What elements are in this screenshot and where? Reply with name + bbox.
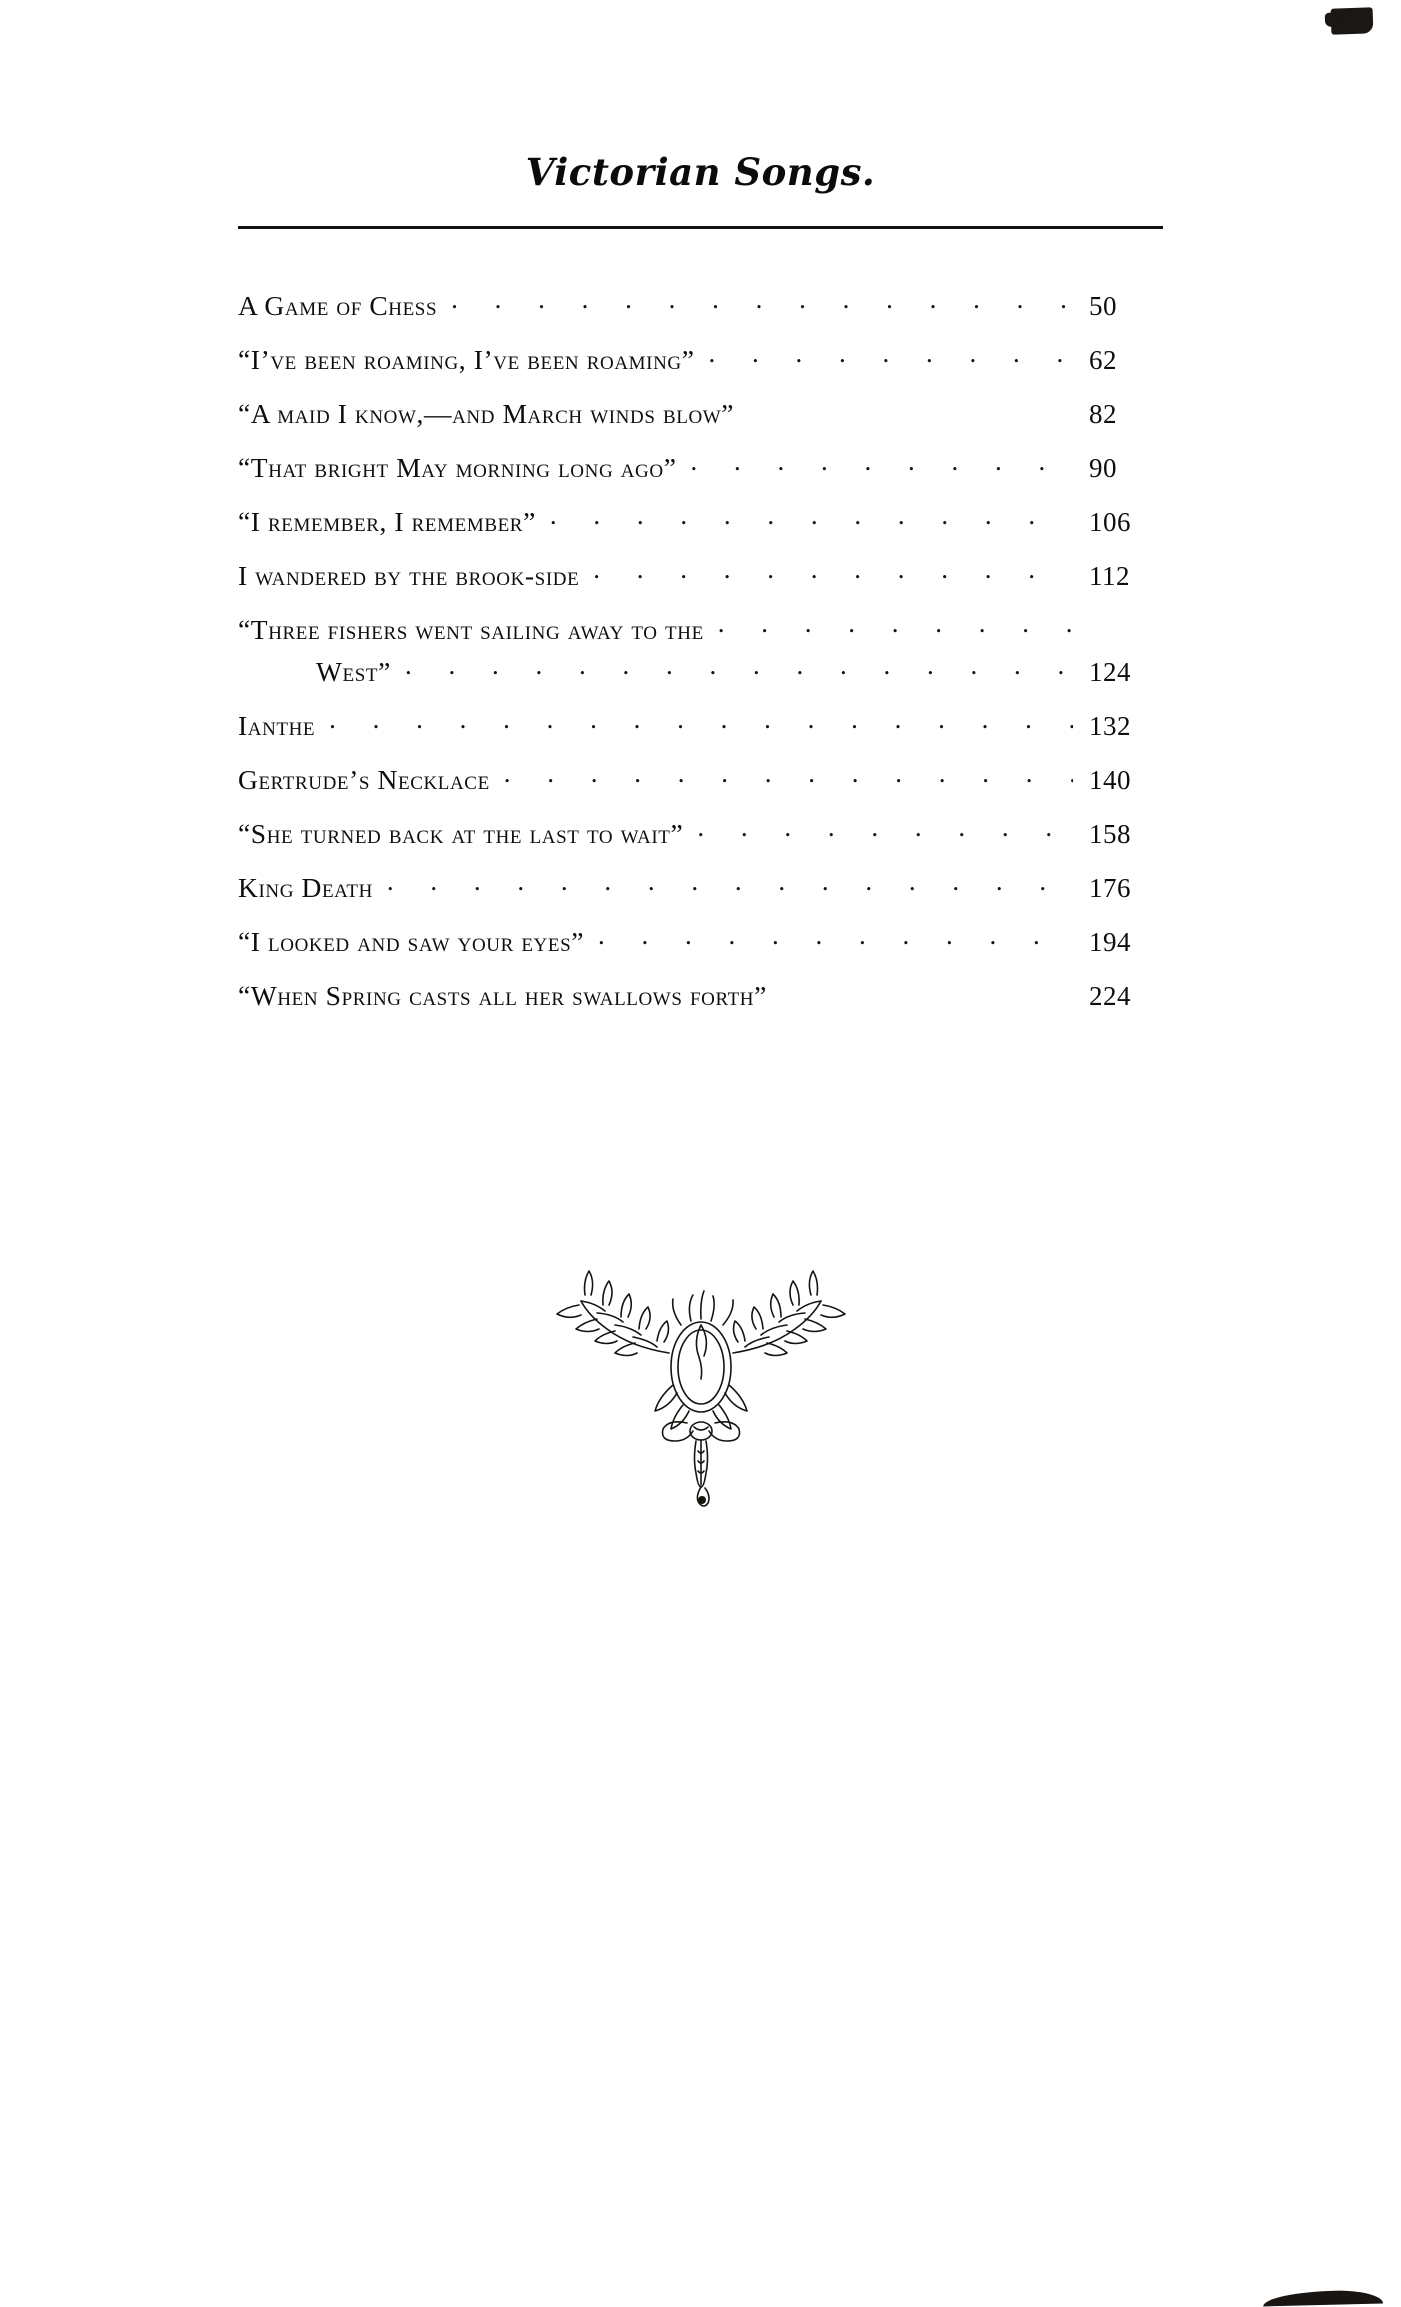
- toc-entry-title: “A maid I know,—and March winds blow”: [238, 397, 735, 429]
- toc-entry[interactable]: [238, 557, 1163, 590]
- toc-leader-dots: [781, 977, 1073, 1005]
- toc-entry-title: I wandered by the brook-side: [238, 559, 580, 591]
- scan-edge-artifact-bottom: [1263, 2290, 1383, 2307]
- toc-entry-title: West”: [316, 655, 391, 687]
- toc-entry-page-number: 106: [1089, 506, 1131, 537]
- toc-entry-page-number: 176: [1089, 872, 1131, 903]
- header-rule: [238, 226, 1163, 229]
- toc-entry[interactable]: [238, 923, 1163, 956]
- toc-leader-dots: [593, 557, 1073, 585]
- toc-entry[interactable]: [238, 815, 1163, 848]
- toc-leader-dots: [405, 653, 1073, 681]
- toc-entry-page-number: 158: [1089, 818, 1131, 849]
- toc-entry-page-number: 140: [1089, 764, 1131, 795]
- toc-entry-title: “I looked and saw your eyes”: [238, 925, 585, 957]
- tailpiece-ornament: [0, 1255, 1401, 1550]
- running-head-title: Victorian Songs.: [525, 150, 876, 194]
- toc-entry[interactable]: [238, 869, 1163, 902]
- toc-entry-page-number: 224: [1089, 980, 1131, 1011]
- toc-leader-dots: [691, 449, 1073, 477]
- table-of-contents: [238, 287, 1163, 1010]
- laurel-wreath-icon: [541, 1255, 861, 1545]
- toc-entry-page-number: 82: [1089, 398, 1117, 429]
- toc-leader-dots: [697, 815, 1073, 843]
- toc-entry[interactable]: [238, 611, 1163, 643]
- toc-entry[interactable]: [238, 287, 1163, 320]
- toc-entry-title: “I’ve been roaming, I’ve been roaming”: [238, 343, 695, 375]
- toc-entry-page-number: 112: [1089, 560, 1130, 591]
- toc-entry-page-number: 132: [1089, 710, 1131, 741]
- toc-entry-title: “She turned back at the last to wait”: [238, 817, 684, 849]
- toc-entry[interactable]: [238, 503, 1163, 536]
- toc-entry[interactable]: [238, 341, 1163, 374]
- toc-entry-page-number: 194: [1089, 926, 1131, 957]
- toc-entry[interactable]: [238, 707, 1163, 740]
- toc-entry-page-number: 124: [1089, 656, 1131, 687]
- toc-entry-title: “Three fishers went sailing away to the: [238, 613, 704, 645]
- toc-entry-title: Gertrude’s Necklace: [238, 763, 490, 795]
- toc-leader-dots: [748, 395, 1073, 423]
- toc-leader-dots: [718, 611, 1073, 639]
- toc-entry[interactable]: [238, 761, 1163, 794]
- toc-entry-title: “That bright May morning long ago”: [238, 451, 677, 483]
- toc-entry-title: “I remember, I remember”: [238, 505, 536, 537]
- toc-entry[interactable]: [238, 449, 1163, 482]
- toc-entry-page-number: 50: [1089, 290, 1117, 321]
- toc-entry-title: A Game of Chess: [238, 289, 438, 321]
- page-body: [0, 0, 1401, 1031]
- toc-leader-dots: [504, 761, 1073, 789]
- toc-leader-dots: [451, 287, 1073, 315]
- toc-entry[interactable]: [238, 653, 1163, 686]
- toc-leader-dots: [387, 869, 1073, 897]
- toc-entry-page-number: 62: [1089, 344, 1117, 375]
- toc-entry[interactable]: [238, 977, 1163, 1010]
- toc-entry-page-number: 90: [1089, 452, 1117, 483]
- toc-entry-title: King Death: [238, 871, 373, 903]
- toc-entry-title: Ianthe: [238, 709, 316, 741]
- toc-leader-dots: [709, 341, 1073, 369]
- toc-leader-dots: [598, 923, 1073, 951]
- toc-leader-dots: [550, 503, 1073, 531]
- toc-entry-title: “When Spring casts all her swallows forth”: [238, 979, 767, 1011]
- toc-leader-dots: [329, 707, 1073, 735]
- toc-entry[interactable]: [238, 395, 1163, 428]
